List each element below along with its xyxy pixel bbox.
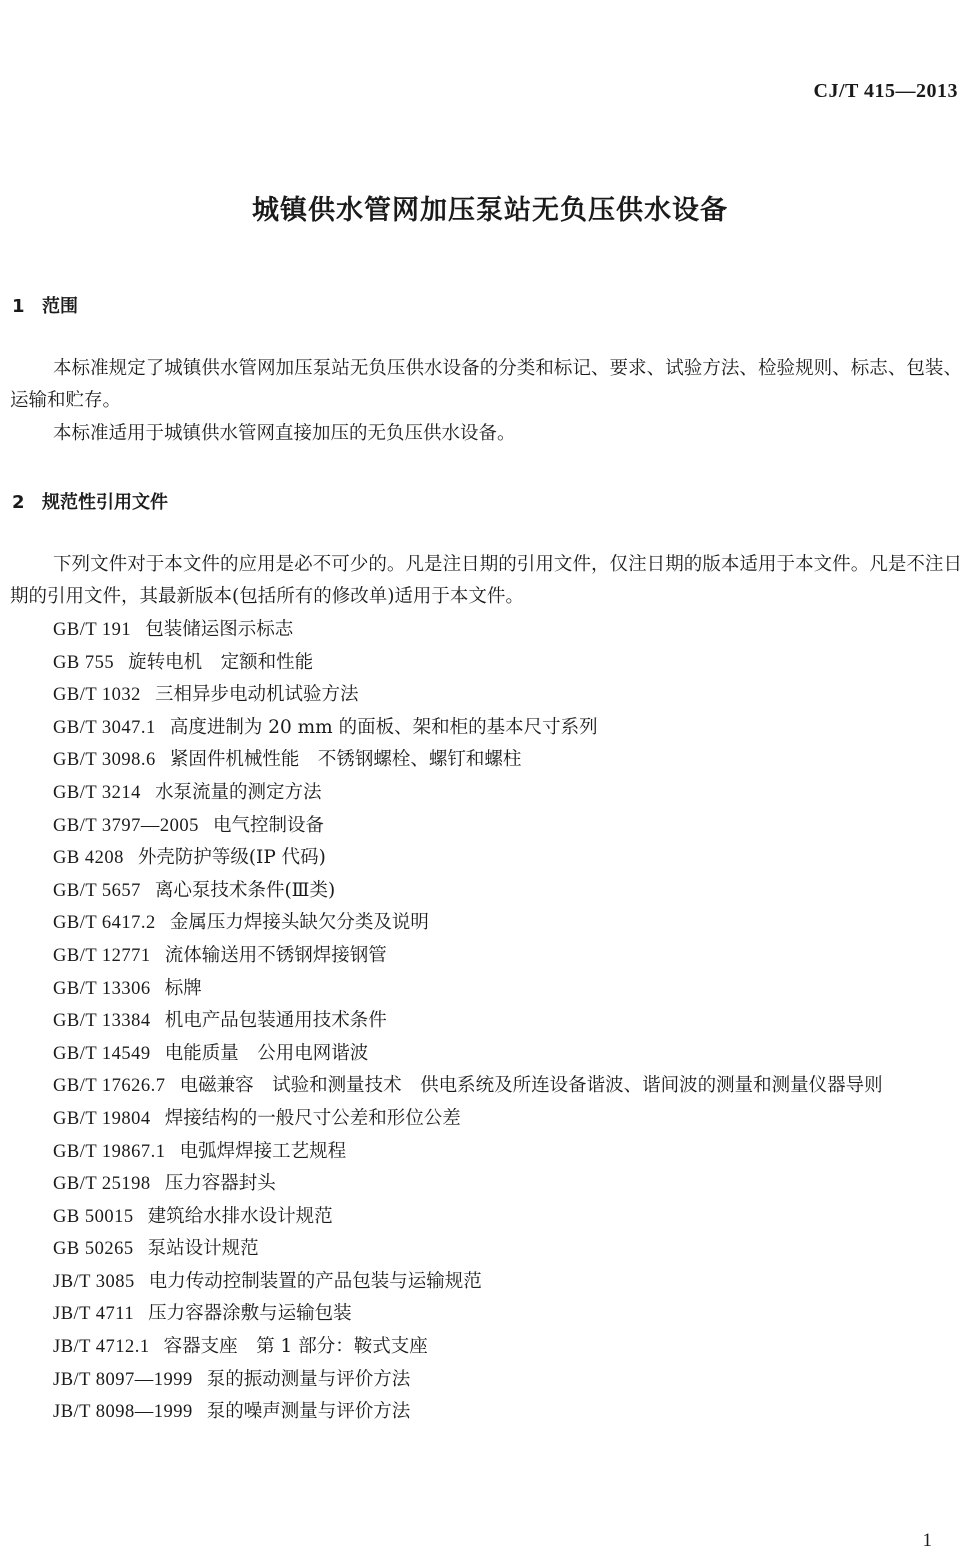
reference-item [10, 1396, 962, 1429]
reference-code: GB 50015 [53, 1206, 134, 1227]
reference-title: 泵站设计规范 [147, 1238, 259, 1260]
reference-item [10, 647, 962, 680]
reference-title: 建筑给水排水设计规范 [147, 1205, 333, 1227]
reference-item [10, 1233, 962, 1266]
reference-item [10, 973, 962, 1006]
reference-item [10, 712, 962, 745]
reference-title: 金属压力焊接头缺欠分类及说明 [169, 912, 429, 934]
reference-code: GB/T 3214 [53, 782, 141, 803]
reference-item [10, 842, 962, 875]
reference-title: 机电产品包装通用技术条件 [164, 1010, 387, 1032]
reference-code: GB 755 [53, 652, 115, 673]
section-1-paragraph-applicability: 本标准适用于城镇供水管网直接加压的无负压供水设备。 [53, 423, 516, 444]
reference-item [10, 1201, 962, 1234]
reference-title: 焊接结构的一般尺寸公差和形位公差 [164, 1107, 461, 1129]
reference-code: GB/T 19867.1 [53, 1141, 166, 1162]
reference-title: 旋转电机 定额和性能 [128, 651, 314, 673]
reference-code: GB/T 13384 [53, 1011, 151, 1032]
reference-title: 外壳防护等级(IP 代码) [137, 847, 326, 869]
reference-code: GB/T 6417.2 [53, 913, 156, 934]
reference-title: 泵的振动测量与评价方法 [206, 1368, 411, 1390]
reference-title: 三相异步电动机试验方法 [154, 684, 359, 706]
section-title: 范围 [42, 296, 78, 317]
reference-code: JB/T 4712.1 [53, 1337, 150, 1358]
reference-code: GB/T 12771 [53, 945, 151, 966]
reference-item [10, 810, 962, 843]
reference-code: JB/T 8097—1999 [53, 1369, 193, 1390]
document-title: 城镇供水管网加压泵站无负压供水设备 [252, 195, 728, 226]
reference-code: GB/T 191 [53, 620, 132, 640]
reference-item [10, 1005, 962, 1038]
section-1-paragraph-scope: 本标准规定了城镇供水管网加压泵站无负压供水设备的分类和标记、要求、试验方法、检验规则、标志、包装、运输和贮存。 [10, 358, 962, 411]
section-number: 1 [12, 296, 25, 317]
section-2-heading [12, 488, 168, 514]
reference-item [10, 614, 962, 647]
section-1-heading [12, 292, 78, 318]
reference-title: 压力容器涂敷与运输包装 [148, 1303, 352, 1325]
reference-title: 紧固件机械性能 不锈钢螺栓、螺钉和螺柱 [169, 749, 522, 771]
standard-code: CJ/T 415—2013 [813, 80, 958, 102]
reference-code: JB/T 4711 [53, 1304, 135, 1325]
section-2-paragraph-intro: 下列文件对于本文件的应用是必不可少的。凡是注日期的引用文件，仅注日期的版本适用于本文件。凡是不注日期的引用文件，其最新版本(包括所有的修改单)适用于本文件。 [10, 554, 962, 607]
reference-item [10, 1168, 962, 1201]
reference-title: 流体输送用不锈钢焊接钢管 [164, 944, 387, 966]
reference-code: JB/T 3085 [53, 1271, 135, 1292]
reference-code: GB/T 13306 [53, 978, 151, 999]
reference-code: JB/T 8098—1999 [53, 1402, 193, 1423]
reference-title: 电气控制设备 [212, 814, 324, 836]
reference-code: GB/T 19804 [53, 1108, 151, 1129]
reference-title: 容器支座 第 1 部分：鞍式支座 [163, 1336, 428, 1358]
reference-title: 离心泵技术条件(Ⅲ类) [154, 879, 336, 901]
reference-item [10, 875, 962, 908]
reference-item [10, 907, 962, 940]
reference-title: 泵的噪声测量与评价方法 [206, 1401, 411, 1423]
reference-item [10, 1070, 962, 1103]
reference-title: 高度进制为 20 mm 的面板、架和柜的基本尺寸系列 [169, 716, 598, 738]
reference-title: 包装储运图示标志 [145, 619, 294, 640]
reference-code: GB/T 17626.7 [53, 1076, 166, 1097]
reference-item [10, 1266, 962, 1299]
section-number: 2 [12, 492, 25, 513]
reference-title: 电弧焊焊接工艺规程 [179, 1140, 347, 1162]
reference-item [10, 679, 962, 712]
reference-item [10, 940, 962, 973]
reference-code: GB/T 25198 [53, 1174, 151, 1195]
reference-title: 电磁兼容 试验和测量技术 供电系统及所连设备谐波、谐间波的测量和测量仪器导则 [179, 1075, 883, 1097]
reference-code: GB/T 3797—2005 [53, 815, 199, 836]
section-title: 规范性引用文件 [42, 492, 168, 513]
reference-code: GB 50265 [53, 1239, 134, 1260]
reference-item [10, 1364, 962, 1397]
reference-code: GB 4208 [53, 848, 124, 869]
reference-title: 电能质量 公用电网谐波 [164, 1042, 369, 1064]
reference-item [10, 1136, 962, 1169]
reference-item [10, 1298, 962, 1331]
reference-title: 标牌 [164, 977, 202, 999]
reference-code: GB/T 3098.6 [53, 750, 156, 771]
reference-item [10, 777, 962, 810]
normative-reference-list [10, 614, 962, 1429]
reference-code: GB/T 14549 [53, 1043, 151, 1064]
reference-title: 水泵流量的测定方法 [154, 781, 322, 803]
reference-item [10, 1331, 962, 1364]
reference-item [10, 1038, 962, 1071]
reference-title: 压力容器封头 [164, 1173, 276, 1195]
reference-code: GB/T 1032 [53, 685, 141, 706]
reference-code: GB/T 5657 [53, 880, 141, 901]
reference-item [10, 744, 962, 777]
reference-title: 电力传动控制装置的产品包装与运输规范 [148, 1270, 482, 1292]
page-number: 1 [922, 1530, 932, 1551]
reference-item [10, 1103, 962, 1136]
reference-code: GB/T 3047.1 [53, 717, 156, 738]
